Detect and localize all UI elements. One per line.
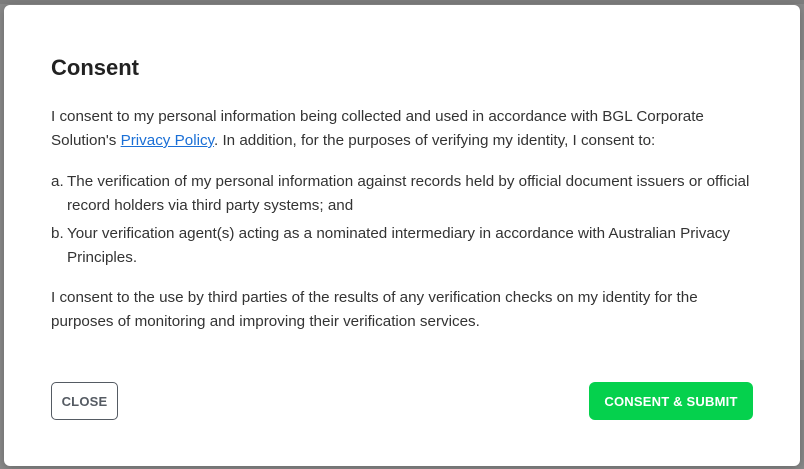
privacy-policy-link[interactable]: Privacy Policy [120,132,215,149]
list-item [51,222,751,270]
close-button[interactable]: CLOSE [51,382,118,420]
consent-submit-button[interactable]: CONSENT & SUBMIT [589,382,753,420]
intro-text-after-link: . In addition, for the purposes of verifying my identity, I consent to: [214,132,656,149]
consent-intro-paragraph [51,105,751,153]
list-item-text: The verification of my personal information against records held by official document issuers or official record holders via third party systems; and [67,173,750,214]
intro-text-before-link: I consent to my personal information being collected and used in accordance with BGL Corporate Solution's [51,108,704,149]
list-item-marker: b. [51,225,64,242]
consent-items-list [51,170,751,274]
list-item-text: Your verification agent(s) acting as a nominated intermediary in accordance with Australian Privacy Principles. [67,225,730,266]
list-item [51,170,751,218]
background-page-edge [0,0,804,4]
dialog-title: Consent [51,55,139,80]
consent-dialog [4,5,800,466]
background-page-edge-right [800,60,804,360]
consent-closing-paragraph: I consent to the use by third parties of the results of any verification checks on my identity for the purposes of monitoring and improving their verification services. [51,289,698,330]
list-item-marker: a. [51,173,64,190]
